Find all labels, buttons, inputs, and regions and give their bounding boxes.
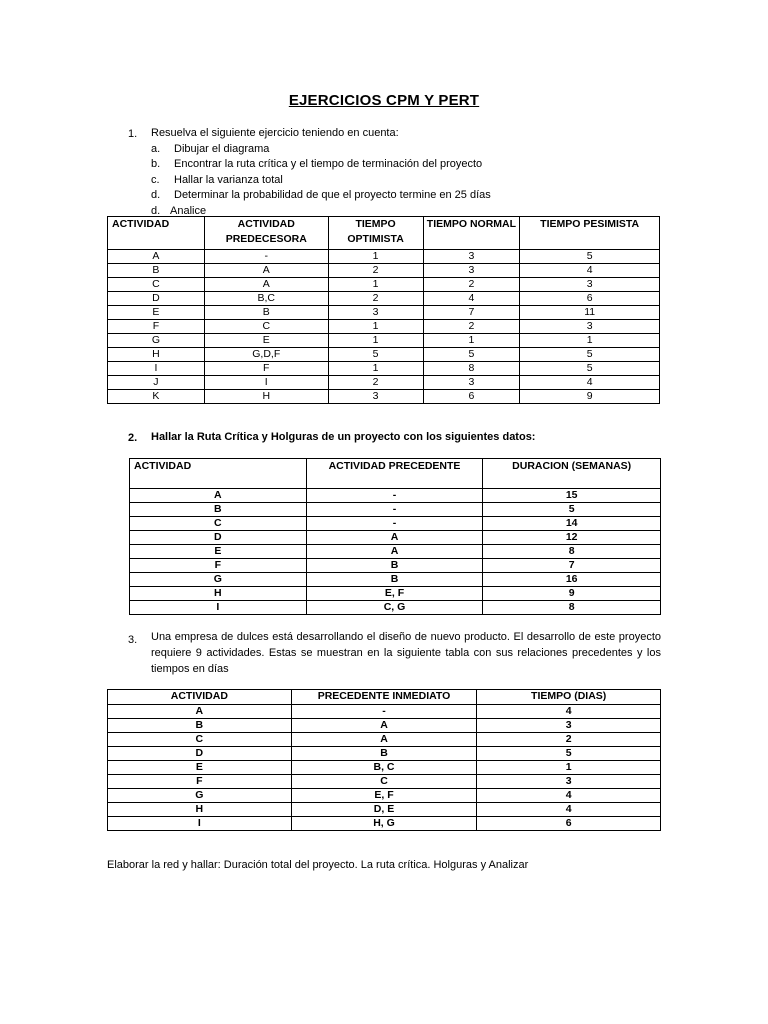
table-row [108, 348, 660, 362]
table-cell: 2 [328, 264, 423, 278]
ex1-number: 1. [128, 128, 138, 140]
table-row [130, 489, 661, 503]
table-cell: A [204, 278, 328, 292]
table-cell: B [306, 559, 483, 573]
ex3-intro: Una empresa de dulces está desarrollando el diseño de nuevo producto. El desarrollo de este proyecto requiere 9 actividades. Estas se muestran en la siguiente tabla con sus relaciones precedentes y los tiempos en días [151, 631, 661, 675]
table-header: ACTIVIDAD PREDECESORA [204, 217, 328, 250]
table-cell: A [204, 264, 328, 278]
table-row [130, 503, 661, 517]
table-cell: A [108, 250, 205, 264]
table-cell: 1 [477, 761, 661, 775]
table-cell: 15 [483, 489, 661, 503]
table-row [108, 817, 661, 831]
table-cell: 12 [483, 531, 661, 545]
table-cell: C [108, 278, 205, 292]
table-cell: B [291, 747, 477, 761]
table-cell: B, C [291, 761, 477, 775]
table-cell: - [306, 517, 483, 531]
table-cell: 3 [423, 264, 520, 278]
table-row [108, 376, 660, 390]
table-header: TIEMPO (DIAS) [477, 690, 661, 705]
ex1-item-text: Dibujar el diagrama [174, 143, 270, 155]
table-row [108, 334, 660, 348]
table-cell: 8 [483, 545, 661, 559]
table-row [108, 733, 661, 747]
table-cell: 4 [477, 803, 661, 817]
table-cell: A [291, 733, 477, 747]
table-cell: B [130, 503, 307, 517]
table-cell: 8 [483, 601, 661, 615]
table-cell: 4 [477, 705, 661, 719]
table-cell: 2 [477, 733, 661, 747]
ex1-item-letter: c. [151, 174, 160, 186]
table-cell: A [306, 545, 483, 559]
table-cell: F [130, 559, 307, 573]
table-cell: K [108, 390, 205, 404]
table-cell: 3 [520, 320, 660, 334]
table-cell: G,D,F [204, 348, 328, 362]
table-cell: 11 [520, 306, 660, 320]
table-cell: 3 [520, 278, 660, 292]
table-cell: 5 [423, 348, 520, 362]
table-cell: H, G [291, 817, 477, 831]
table-cell: D [108, 747, 292, 761]
ex1-table [107, 216, 660, 404]
table-row [108, 320, 660, 334]
table-cell: 3 [477, 719, 661, 733]
table-cell: 9 [483, 587, 661, 601]
table-cell: G [108, 789, 292, 803]
table-cell: I [130, 601, 307, 615]
table-row [108, 719, 661, 733]
table-cell: - [306, 503, 483, 517]
ex2-number: 2. [128, 432, 138, 444]
table-cell: I [108, 817, 292, 831]
table-cell: 1 [328, 250, 423, 264]
table-cell: G [108, 334, 205, 348]
table-header: PRECEDENTE INMEDIATO [291, 690, 477, 705]
table-header: TIEMPO NORMAL [423, 217, 520, 250]
table-cell: G [130, 573, 307, 587]
table-cell: 16 [483, 573, 661, 587]
ex1-item-text: Encontrar la ruta crítica y el tiempo de terminación del proyecto [174, 158, 483, 170]
table-cell: D [130, 531, 307, 545]
table-cell: - [204, 250, 328, 264]
table-cell: C [130, 517, 307, 531]
table-cell: H [130, 587, 307, 601]
table-cell: 1 [328, 334, 423, 348]
table-row [108, 705, 661, 719]
table-row [108, 803, 661, 817]
table-row [130, 587, 661, 601]
ex1-item-letter: d. [151, 205, 161, 217]
table-row [108, 789, 661, 803]
table-cell: 1 [328, 320, 423, 334]
table-cell: 6 [477, 817, 661, 831]
table-cell: E [108, 306, 205, 320]
table-header: ACTIVIDAD [130, 459, 307, 489]
table-cell: 2 [328, 292, 423, 306]
table-row [130, 517, 661, 531]
page-title: EJERCICIOS CPM Y PERT [288, 92, 480, 109]
table-cell: 3 [477, 775, 661, 789]
table-cell: 8 [423, 362, 520, 376]
table-header: ACTIVIDAD [108, 217, 205, 250]
table-cell: 5 [483, 503, 661, 517]
table-cell: 5 [520, 348, 660, 362]
table-row [108, 747, 661, 761]
table-cell: A [291, 719, 477, 733]
table-cell: F [108, 775, 292, 789]
ex2-table [129, 458, 661, 615]
table-cell: 14 [483, 517, 661, 531]
table-cell: 7 [483, 559, 661, 573]
table-cell: H [108, 803, 292, 817]
table-header: TIEMPO OPTIMISTA [328, 217, 423, 250]
table-cell: 1 [328, 362, 423, 376]
table-row [108, 306, 660, 320]
table-cell: E, F [306, 587, 483, 601]
table-cell: E [108, 761, 292, 775]
table-cell: 5 [520, 362, 660, 376]
table-cell: B [108, 264, 205, 278]
table-row [130, 545, 661, 559]
table-row [108, 775, 661, 789]
table-cell: 3 [423, 250, 520, 264]
table-cell: D, E [291, 803, 477, 817]
table-cell: F [108, 320, 205, 334]
table-row [130, 601, 661, 615]
table-cell: 3 [423, 376, 520, 390]
table-header: DURACION (SEMANAS) [483, 459, 661, 489]
table-cell: H [204, 390, 328, 404]
table-cell: 2 [423, 278, 520, 292]
table-cell: 5 [520, 250, 660, 264]
table-cell: - [291, 705, 477, 719]
table-header: TIEMPO PESIMISTA [520, 217, 660, 250]
table-cell: E, F [291, 789, 477, 803]
table-cell: 9 [520, 390, 660, 404]
table-cell: 3 [328, 306, 423, 320]
table-row [130, 559, 661, 573]
table-cell: F [204, 362, 328, 376]
ex1-item-letter: a. [151, 143, 161, 155]
table-row [108, 292, 660, 306]
table-cell: C, G [306, 601, 483, 615]
table-cell: B [204, 306, 328, 320]
ex1-item-text: Hallar la varianza total [174, 174, 283, 186]
table-cell: 7 [423, 306, 520, 320]
table-cell: D [108, 292, 205, 306]
table-cell: A [108, 705, 292, 719]
table-cell: 2 [423, 320, 520, 334]
table-cell: 5 [328, 348, 423, 362]
ex1-item-text: Determinar la probabilidad de que el proyecto termine en 25 días [174, 189, 491, 201]
table-row [130, 531, 661, 545]
table-row [108, 264, 660, 278]
table-cell: B,C [204, 292, 328, 306]
table-cell: E [204, 334, 328, 348]
table-cell: 2 [328, 376, 423, 390]
table-cell: 3 [328, 390, 423, 404]
ex1-item-letter: b. [151, 158, 161, 170]
ex1-item-text: Analice [170, 205, 207, 217]
table-cell: 1 [423, 334, 520, 348]
ex1-intro: Resuelva el siguiente ejercicio teniendo en cuenta: [151, 127, 399, 139]
table-row [108, 278, 660, 292]
table-cell: A [306, 531, 483, 545]
table-cell: - [306, 489, 483, 503]
table-row [108, 761, 661, 775]
footer-instructions: Elaborar la red y hallar: Duración total del proyecto. La ruta crítica. Holguras y Analizar [107, 859, 529, 871]
table-header: ACTIVIDAD PRECEDENTE [306, 459, 483, 489]
table-cell: A [130, 489, 307, 503]
ex2-intro: Hallar la Ruta Crítica y Holguras de un proyecto con los siguientes datos: [151, 431, 536, 443]
table-cell: 4 [520, 376, 660, 390]
table-cell: I [204, 376, 328, 390]
table-cell: 4 [423, 292, 520, 306]
table-cell: C [204, 320, 328, 334]
table-header: ACTIVIDAD [108, 690, 292, 705]
table-cell: J [108, 376, 205, 390]
ex3-number: 3. [128, 634, 138, 646]
ex3-table [107, 689, 661, 831]
table-row [108, 362, 660, 376]
table-row [108, 250, 660, 264]
table-cell: C [291, 775, 477, 789]
table-cell: 4 [520, 264, 660, 278]
table-row [108, 390, 660, 404]
table-cell: E [130, 545, 307, 559]
table-cell: B [108, 719, 292, 733]
table-row [130, 573, 661, 587]
table-cell: B [306, 573, 483, 587]
table-cell: 1 [328, 278, 423, 292]
ex1-item-letter: d. [151, 189, 161, 201]
table-cell: I [108, 362, 205, 376]
table-cell: 5 [477, 747, 661, 761]
table-cell: 6 [423, 390, 520, 404]
table-cell: C [108, 733, 292, 747]
table-cell: 1 [520, 334, 660, 348]
table-cell: H [108, 348, 205, 362]
table-cell: 6 [520, 292, 660, 306]
table-cell: 4 [477, 789, 661, 803]
